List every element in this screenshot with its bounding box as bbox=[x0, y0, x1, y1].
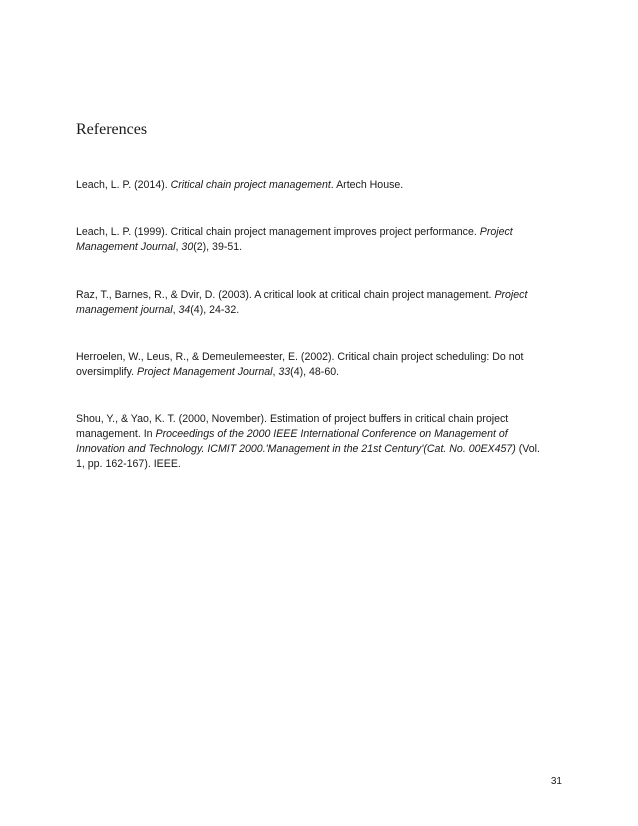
reference-text: (4), 24-32. bbox=[190, 304, 240, 316]
reference-proceedings: Proceedings of the 2000 IEEE International Conference on Management of Innovation and Technology. ICMIT 2000.'Management in the 21st Century'(Cat. No. 00EX457) bbox=[76, 428, 516, 455]
reference-journal: Project Management Journal bbox=[137, 366, 273, 378]
reference-text: Raz, T., Barnes, R., & Dvir, D. (2003). A critical look at critical chain project management. bbox=[76, 289, 495, 301]
reference-journal: Project Management Journal bbox=[76, 226, 513, 253]
reference-text: Leach, L. P. (1999). Critical chain project management improves project performance. bbox=[76, 226, 480, 238]
reference-text: Herroelen, W., Leus, R., & Demeulemeester, E. (2002). Critical chain project scheduling: Do not oversimplify. bbox=[76, 351, 524, 378]
reference-volume: 33 bbox=[278, 366, 291, 378]
reference-item bbox=[76, 225, 546, 255]
reference-item bbox=[76, 288, 546, 318]
reference-text: , bbox=[272, 366, 279, 378]
reference-volume: 34 bbox=[178, 304, 191, 316]
reference-title: Critical chain project management bbox=[170, 179, 331, 191]
reference-text: , bbox=[175, 241, 182, 253]
reference-text: Shou, Y., & Yao, K. T. (2000, November). Estimation of project buffers in critical chain project management. In bbox=[76, 413, 509, 440]
page-number: 31 bbox=[550, 776, 562, 787]
reference-text: (2), 39-51. bbox=[193, 241, 243, 253]
reference-item bbox=[76, 412, 546, 472]
reference-journal: Project management journal bbox=[76, 289, 528, 316]
reference-text: . Artech House. bbox=[330, 179, 404, 191]
reference-text: Leach, L. P. (2014). bbox=[76, 179, 171, 191]
reference-text: , bbox=[172, 304, 179, 316]
reference-text: (Vol. 1, pp. 162-167). IEEE. bbox=[76, 443, 540, 470]
reference-text: (4), 48-60. bbox=[290, 366, 340, 378]
reference-volume: 30 bbox=[181, 241, 194, 253]
reference-item bbox=[76, 178, 546, 193]
references-heading: References bbox=[76, 121, 148, 138]
references-list bbox=[76, 178, 546, 504]
reference-item bbox=[76, 350, 546, 380]
